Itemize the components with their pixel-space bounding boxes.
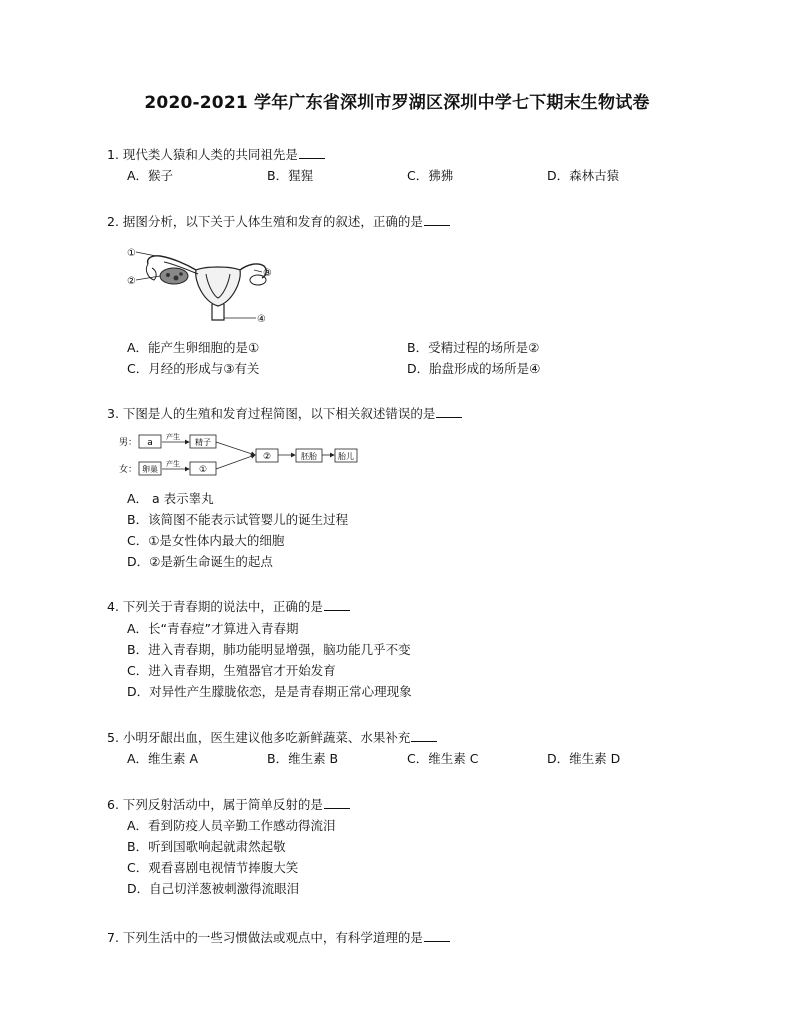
answer-blank — [436, 405, 462, 418]
answer-blank — [424, 213, 450, 226]
box-sperm-label: 精子 — [195, 438, 211, 447]
option-d: D．自己切洋葱被刺激得流眼泪 — [127, 881, 300, 896]
answer-blank — [324, 598, 350, 611]
box-a-label: a — [147, 438, 153, 448]
answer-blank — [424, 929, 450, 942]
option-d: D．②是新生命诞生的起点 — [127, 554, 273, 569]
question-3-stem: 3. 下图是人的生殖和发育过程简图，以下相关叙述错误的是 — [107, 406, 436, 421]
reproduction-process-diagram — [119, 432, 359, 478]
answer-blank — [411, 729, 437, 742]
question-4-stem: 4. 下列关于青春期的说法中，正确的是 — [107, 599, 323, 614]
answer-blank — [324, 796, 350, 809]
question-1-stem: 1. 现代类人猿和人类的共同祖先是 — [107, 147, 298, 162]
question-7-stem: 7. 下列生活中的一些习惯做法或观点中，有科学道理的是 — [107, 930, 423, 945]
option-a: A．看到防疫人员辛勤工作感动得流泪 — [127, 818, 336, 833]
option-d: D．胎盘形成的场所是④ — [407, 361, 541, 376]
box-1-label: ① — [198, 465, 208, 475]
option-c: C．维生素 C — [407, 751, 479, 766]
option-b: B．维生素 B — [267, 751, 339, 766]
option-a: A．猴子 — [127, 168, 174, 183]
option-d: D．对异性产生朦胧依恋，是是青春期正常心理现象 — [127, 684, 412, 699]
option-c: C．进入青春期，生殖器官才开始发育 — [127, 663, 336, 678]
question-6-stem: 6. 下列反射活动中，属于简单反射的是 — [107, 797, 323, 812]
option-a: A．维生素 A — [127, 751, 199, 766]
question-5-stem: 5. 小明牙龈出血，医生建议他多吃新鲜蔬菜、水果补充 — [107, 730, 411, 745]
option-c: C．狒狒 — [407, 168, 454, 183]
question-2 — [107, 213, 450, 230]
option-a: A．能产生卵细胞的是① — [127, 340, 260, 355]
option-b: B．受精过程的场所是② — [407, 340, 540, 355]
figure-label-1: ① — [127, 248, 136, 259]
answer-blank — [299, 146, 325, 159]
option-b: B．该简图不能表示试管婴儿的诞生过程 — [127, 512, 349, 527]
option-c: C．观看喜剧电视情节捧腹大笑 — [127, 860, 299, 875]
option-b: B．听到国歌响起就肃然起敬 — [127, 839, 286, 854]
box-fetus-label: 胎儿 — [338, 452, 354, 461]
box-embryo-label: 胚胎 — [301, 452, 317, 461]
question-6 — [107, 796, 350, 813]
question-5 — [107, 729, 437, 746]
question-4 — [107, 598, 350, 615]
male-label: 男： — [119, 438, 138, 448]
option-d: D．维生素 D — [547, 751, 621, 766]
box-2-label: ② — [262, 452, 272, 462]
question-2-stem: 2. 据图分析，以下关于人体生殖和发育的叙述，正确的是 — [107, 214, 423, 229]
option-b: B．猩猩 — [267, 168, 314, 183]
page-title: 2020-2021 学年广东省深圳市罗湖区深圳中学七下期末生物试卷 — [144, 93, 650, 113]
reproductive-system-figure — [126, 240, 276, 330]
figure-label-3: ③ — [263, 268, 272, 279]
produce-label-female: 产生 — [166, 460, 180, 468]
option-a: A．长“青春痘”才算进入青春期 — [127, 621, 299, 636]
question-1 — [107, 146, 325, 163]
option-c: C．月经的形成与③有关 — [127, 361, 260, 376]
option-c: C．①是女性体内最大的细胞 — [127, 533, 285, 548]
option-a: A． a 表示睾丸 — [127, 491, 214, 506]
figure-label-4: ④ — [257, 314, 266, 325]
question-3 — [107, 405, 462, 422]
produce-label-male: 产生 — [166, 433, 180, 441]
female-label: 女： — [119, 465, 138, 475]
option-b: B．进入青春期，肺功能明显增强，脑功能几乎不变 — [127, 642, 411, 657]
box-ovary-label: 卵巢 — [142, 465, 158, 474]
question-7 — [107, 929, 450, 946]
figure-label-2: ② — [127, 276, 136, 287]
option-d: D．森林古猿 — [547, 168, 620, 183]
